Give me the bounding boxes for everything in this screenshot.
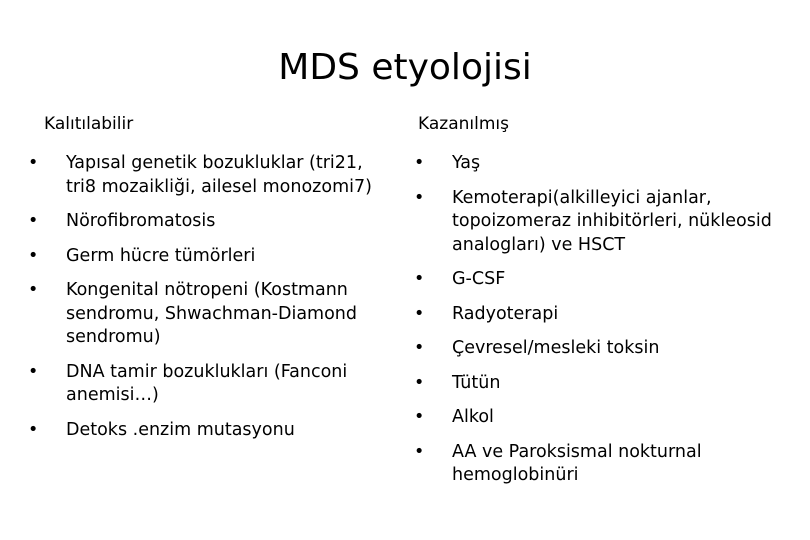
list-item-text: Tütün: [452, 372, 501, 393]
slide-title: MDS etyolojisi: [278, 47, 532, 88]
bullet-icon: •: [414, 441, 425, 462]
bullet-icon: •: [414, 187, 425, 208]
list-item: [414, 187, 794, 258]
list-item: [28, 279, 390, 350]
bullet-icon: •: [28, 280, 39, 300]
list-item: [28, 419, 390, 443]
bullet-icon: •: [28, 419, 39, 440]
list-item: [414, 152, 794, 176]
list-item: [414, 441, 794, 488]
list-item: [414, 303, 794, 327]
bullet-icon: •: [414, 153, 425, 173]
list-item-text: Radyoterapi: [452, 303, 559, 324]
list-item-text: Kongenital nötropeni (Kostmann sendromu, Shwachman-Diamond sendromu): [66, 280, 358, 347]
list-item-text: Çevresel/mesleki toksin: [452, 338, 660, 358]
bullet-icon: •: [414, 303, 425, 324]
acquired-header: Kazanılmış: [418, 114, 509, 134]
acquired-list: [414, 152, 794, 499]
inherited-list: [28, 152, 390, 453]
list-item: [414, 337, 794, 361]
list-item-text: AA ve Paroksismal nokturnal hemoglobinüri: [452, 441, 702, 485]
list-item-text: Detoks .enzim mutasyonu: [66, 419, 295, 440]
bullet-icon: •: [28, 245, 39, 266]
list-item: [28, 361, 390, 408]
list-item: [28, 245, 390, 269]
list-item-text: Yaş: [452, 153, 481, 173]
list-item: [414, 406, 794, 430]
bullet-icon: •: [414, 372, 425, 393]
list-item-text: G-CSF: [452, 269, 506, 289]
bullet-icon: •: [414, 338, 425, 358]
list-item-text: Alkol: [452, 407, 494, 427]
bullet-icon: •: [28, 211, 39, 231]
list-item: [28, 152, 390, 199]
bullet-icon: •: [28, 153, 39, 173]
list-item-text: Nörofibromatosis: [66, 211, 216, 231]
bullet-icon: •: [28, 361, 39, 382]
bullet-icon: •: [414, 407, 425, 427]
list-item-text: DNA tamir bozuklukları (Fanconi anemisi…): [66, 361, 348, 405]
list-item-text: Kemoterapi(alkilleyici ajanlar, topoizomeraz inhibitörleri, nükleosid analogları) ve HSCT: [452, 187, 772, 255]
list-item-text: Germ hücre tümörleri: [66, 245, 256, 266]
list-item: [414, 372, 794, 396]
list-item-text: Yapısal genetik bozukluklar (tri21, tri8 mozaikliği, ailesel monozomi7): [66, 153, 372, 197]
inherited-header: Kalıtılabilir: [44, 114, 134, 134]
list-item: [414, 268, 794, 292]
list-item: [28, 210, 390, 234]
bullet-icon: •: [414, 269, 425, 289]
